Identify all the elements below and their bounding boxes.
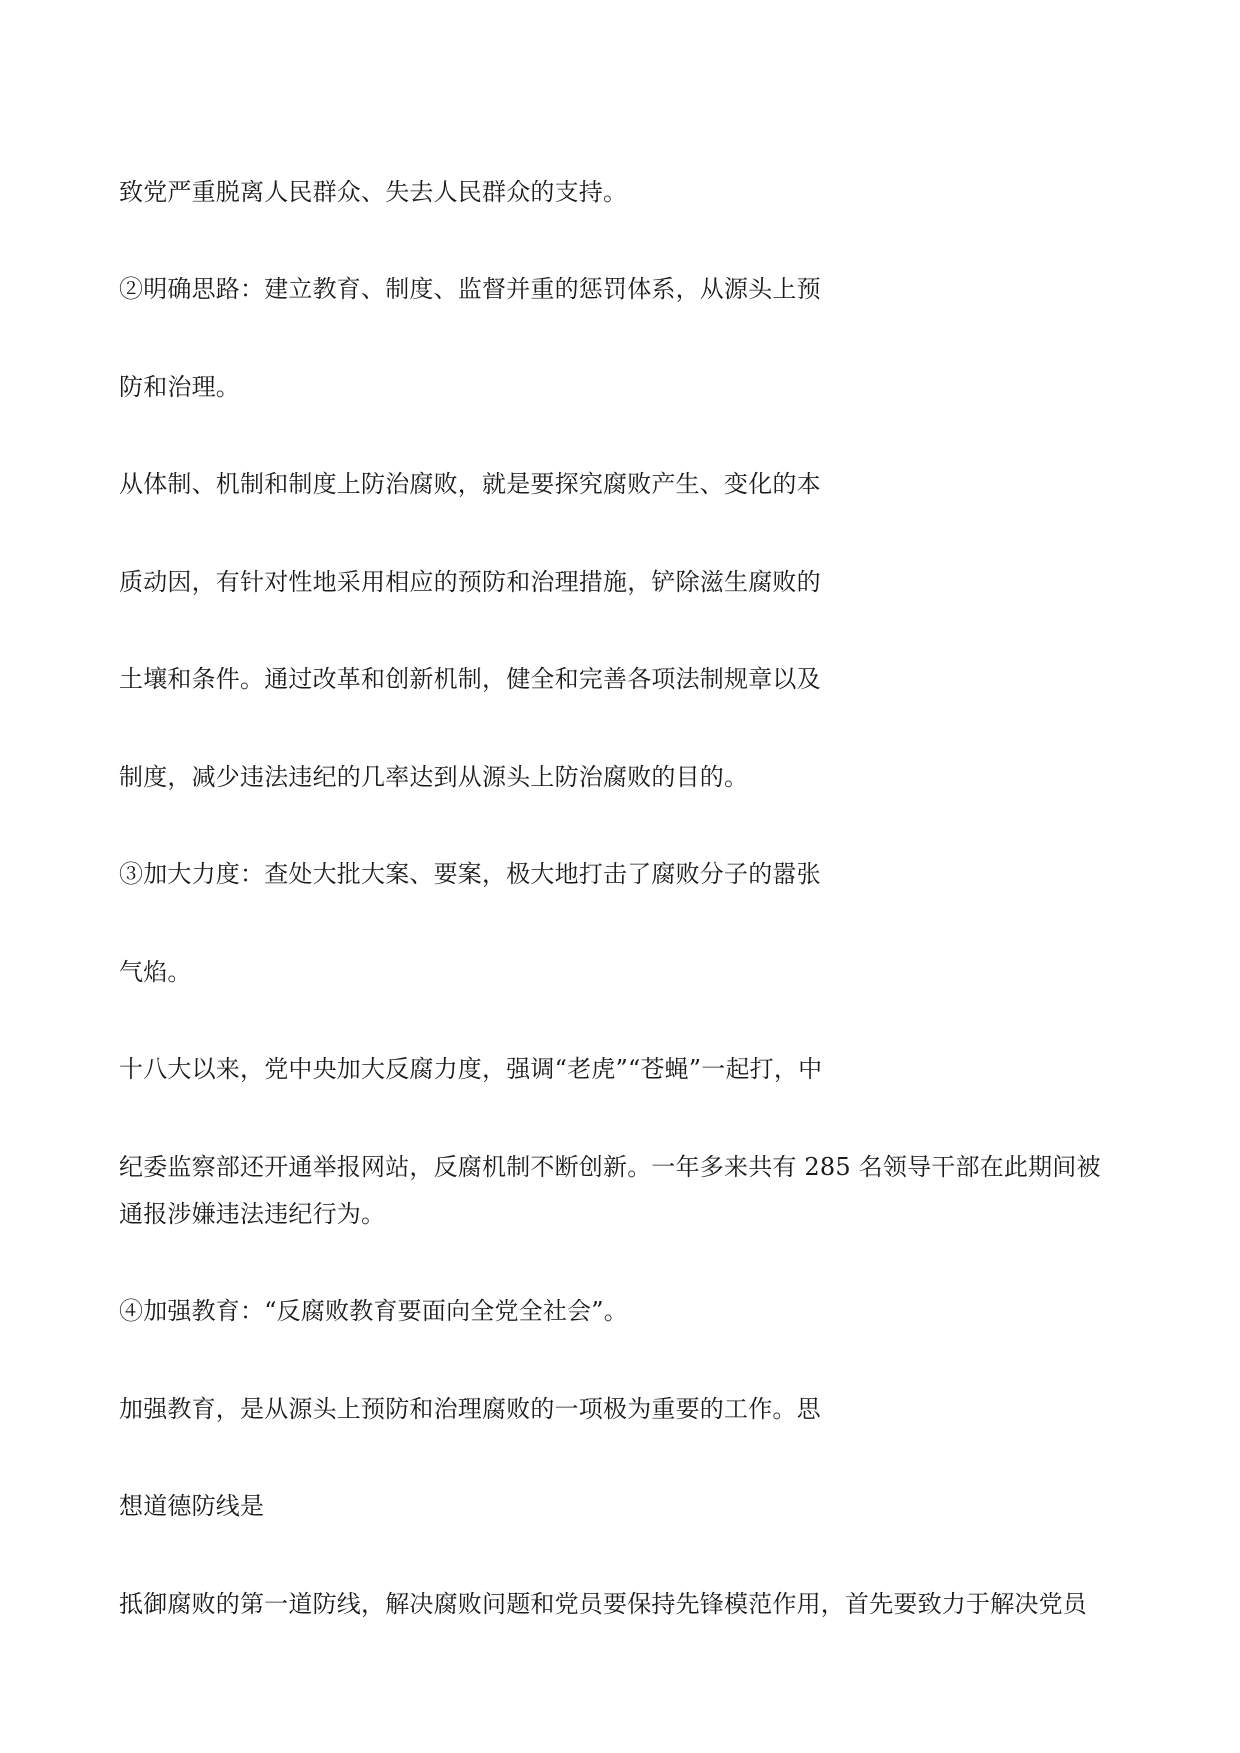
text-line: 致党严重脱离人民群众、失去人民群众的支持。 <box>119 178 628 206</box>
text-line: ②明确思路：建立教育、制度、监督并重的惩罚体系，从源头上预 <box>119 275 821 303</box>
text-line: 想道德防线是 <box>119 1492 265 1520</box>
text-line: 防和治理。 <box>119 373 240 401</box>
text-line: 纪委监察部还开通举报网站，反腐机制不断创新。一年多来共有 285 名领导干部在此期间被 <box>119 1153 1101 1181</box>
text-line: ③加大力度：查处大批大案、要案，极大地打击了腐败分子的嚣张 <box>119 860 821 888</box>
text-line: 通报涉嫌违法违纪行为。 <box>119 1200 386 1228</box>
text-line: 抵御腐败的第一道防线，解决腐败问题和党员要保持先锋模范作用，首先要致力于解决党员 <box>119 1590 1087 1618</box>
text-line: 质动因，有针对性地采用相应的预防和治理措施，铲除滋生腐败的 <box>119 568 821 596</box>
text-line: 加强教育，是从源头上预防和治理腐败的一项极为重要的工作。思 <box>119 1395 821 1423</box>
text-line: 从体制、机制和制度上防治腐败，就是要探究腐败产生、变化的本 <box>119 470 821 498</box>
text-line: 土壤和条件。通过改革和创新机制，健全和完善各项法制规章以及 <box>119 665 821 693</box>
text-line: 气焰。 <box>119 958 192 986</box>
text-line: 制度，减少违法违纪的几率达到从源头上防治腐败的目的。 <box>119 763 749 791</box>
text-line: ④加强教育：“反腐败教育要面向全党全社会”。 <box>119 1297 628 1325</box>
text-line: 十八大以来，党中央加大反腐力度，强调“老虎”“苍蝇”一起打，中 <box>119 1055 823 1083</box>
